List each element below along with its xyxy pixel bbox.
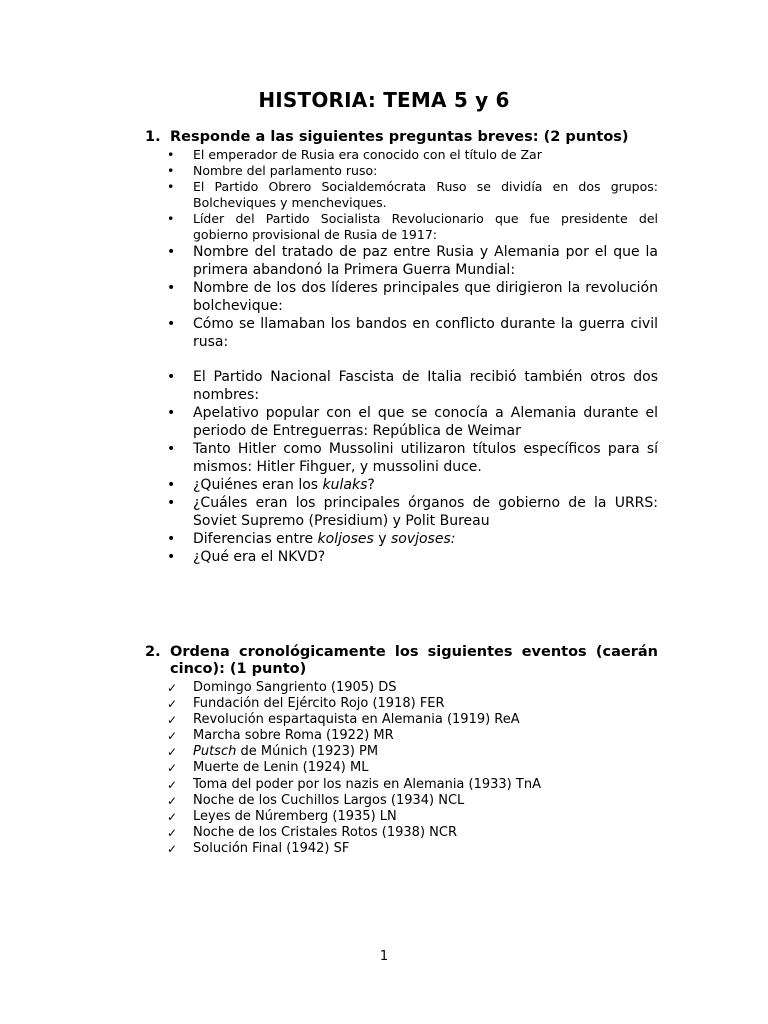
- list-item: ✓ Putsch de Múnich (1923) PM: [167, 744, 379, 759]
- page-title: HISTORIA: TEMA 5 y 6: [258, 88, 510, 112]
- bullet-icon: •: [167, 369, 176, 385]
- checkmark-icon: ✓: [167, 697, 178, 711]
- bullet-icon: •: [167, 211, 175, 226]
- section-1-heading: [145, 129, 658, 146]
- section-2-heading-text: Ordena cronológicamente los siguientes eventos (caerán cinco): (1 punto): [170, 644, 658, 677]
- list-item: • ¿Cuáles eran los principales órganos de gobierno de la URRS: Soviet Supremo (Presidium) y Polit Bureau: [167, 495, 658, 529]
- section-2-number: 2.: [145, 644, 161, 660]
- list-item: • ¿Qué era el NKVD?: [167, 549, 326, 565]
- list-item: ✓ Muerte de Lenin (1924) ML: [167, 760, 369, 775]
- list-item: • Nombre del tratado de paz entre Rusia y Alemania por el que la primera abandonó la Primera Guerra Mundial:: [167, 244, 658, 278]
- bullet-icon: •: [167, 163, 175, 178]
- list-item: ✓ Toma del poder por los nazis en Alemania (1933) TnA: [167, 777, 541, 792]
- checkmark-icon: ✓: [167, 745, 178, 759]
- list-item: ✓ Leyes de Núremberg (1935) LN: [167, 809, 397, 824]
- list-item: • Nombre de los dos líderes principales que dirigieron la revolución bolchevique:: [167, 280, 658, 314]
- checkmark-icon: ✓: [167, 778, 178, 792]
- bullet-icon: •: [167, 549, 176, 565]
- bullet-icon: •: [167, 405, 176, 421]
- bullet-icon: •: [167, 477, 176, 493]
- checkmark-icon: ✓: [167, 794, 178, 808]
- list-item: • El Partido Obrero Socialdemócrata Ruso se dividía en dos grupos: Bolcheviques y mencheviques.: [167, 179, 658, 210]
- checkmark-icon: ✓: [167, 810, 178, 824]
- checkmark-icon: ✓: [167, 729, 178, 743]
- list-item: • Cómo se llamaban los bandos en conflicto durante la guerra civil rusa:: [167, 316, 658, 350]
- checkmark-icon: ✓: [167, 681, 178, 695]
- list-item: • ¿Quiénes eran los kulaks?: [167, 477, 375, 493]
- section-1-number: 1.: [145, 129, 161, 145]
- checkmark-icon: ✓: [167, 842, 178, 856]
- bullet-icon: •: [167, 280, 176, 296]
- bullet-icon: •: [167, 441, 176, 457]
- list-item: ✓ Fundación del Ejército Rojo (1918) FER: [167, 696, 445, 711]
- list-item: ✓ Domingo Sangriento (1905) DS: [167, 680, 397, 695]
- list-item: ✓ Marcha sobre Roma (1922) MR: [167, 728, 394, 743]
- page-number: 1: [379, 949, 389, 964]
- bullet-icon: •: [167, 179, 175, 194]
- list-item: • Tanto Hitler como Mussolini utilizaron títulos específicos para sí mismos: Hitler Fihguer, y mussolini duce.: [167, 441, 658, 475]
- list-item: • Apelativo popular con el que se conocía a Alemania durante el periodo de Entreguerras: República de Weimar: [167, 405, 658, 439]
- list-item: ✓ Revolución espartaquista en Alemania (1919) ReA: [167, 712, 520, 727]
- bullet-icon: •: [167, 147, 175, 162]
- list-item: • El Partido Nacional Fascista de Italia recibió también otros dos nombres:: [167, 369, 658, 403]
- bullet-icon: •: [167, 316, 176, 332]
- bullet-icon: •: [167, 531, 176, 547]
- bullet-icon: •: [167, 495, 176, 511]
- checkmark-icon: ✓: [167, 826, 178, 840]
- list-item: ✓ Solución Final (1942) SF: [167, 841, 350, 856]
- checkmark-icon: ✓: [167, 761, 178, 775]
- section-2-heading: [145, 644, 658, 678]
- section-1-heading-text: Responde a las siguientes preguntas breves: (2 puntos): [170, 129, 629, 145]
- bullet-icon: •: [167, 244, 176, 260]
- list-item: • El emperador de Rusia era conocido con el título de Zar: [167, 147, 542, 162]
- checkmark-icon: ✓: [167, 713, 178, 727]
- list-item: ✓ Noche de los Cristales Rotos (1938) NCR: [167, 825, 457, 840]
- list-item: • Diferencias entre koljoses y sovjoses:: [167, 531, 456, 547]
- list-item: ✓ Noche de los Cuchillos Largos (1934) NCL: [167, 793, 465, 808]
- list-item: • Líder del Partido Socialista Revolucionario que fue presidente del gobierno provisional de Rusia de 1917:: [167, 211, 658, 242]
- list-item: • Nombre del parlamento ruso:: [167, 163, 378, 178]
